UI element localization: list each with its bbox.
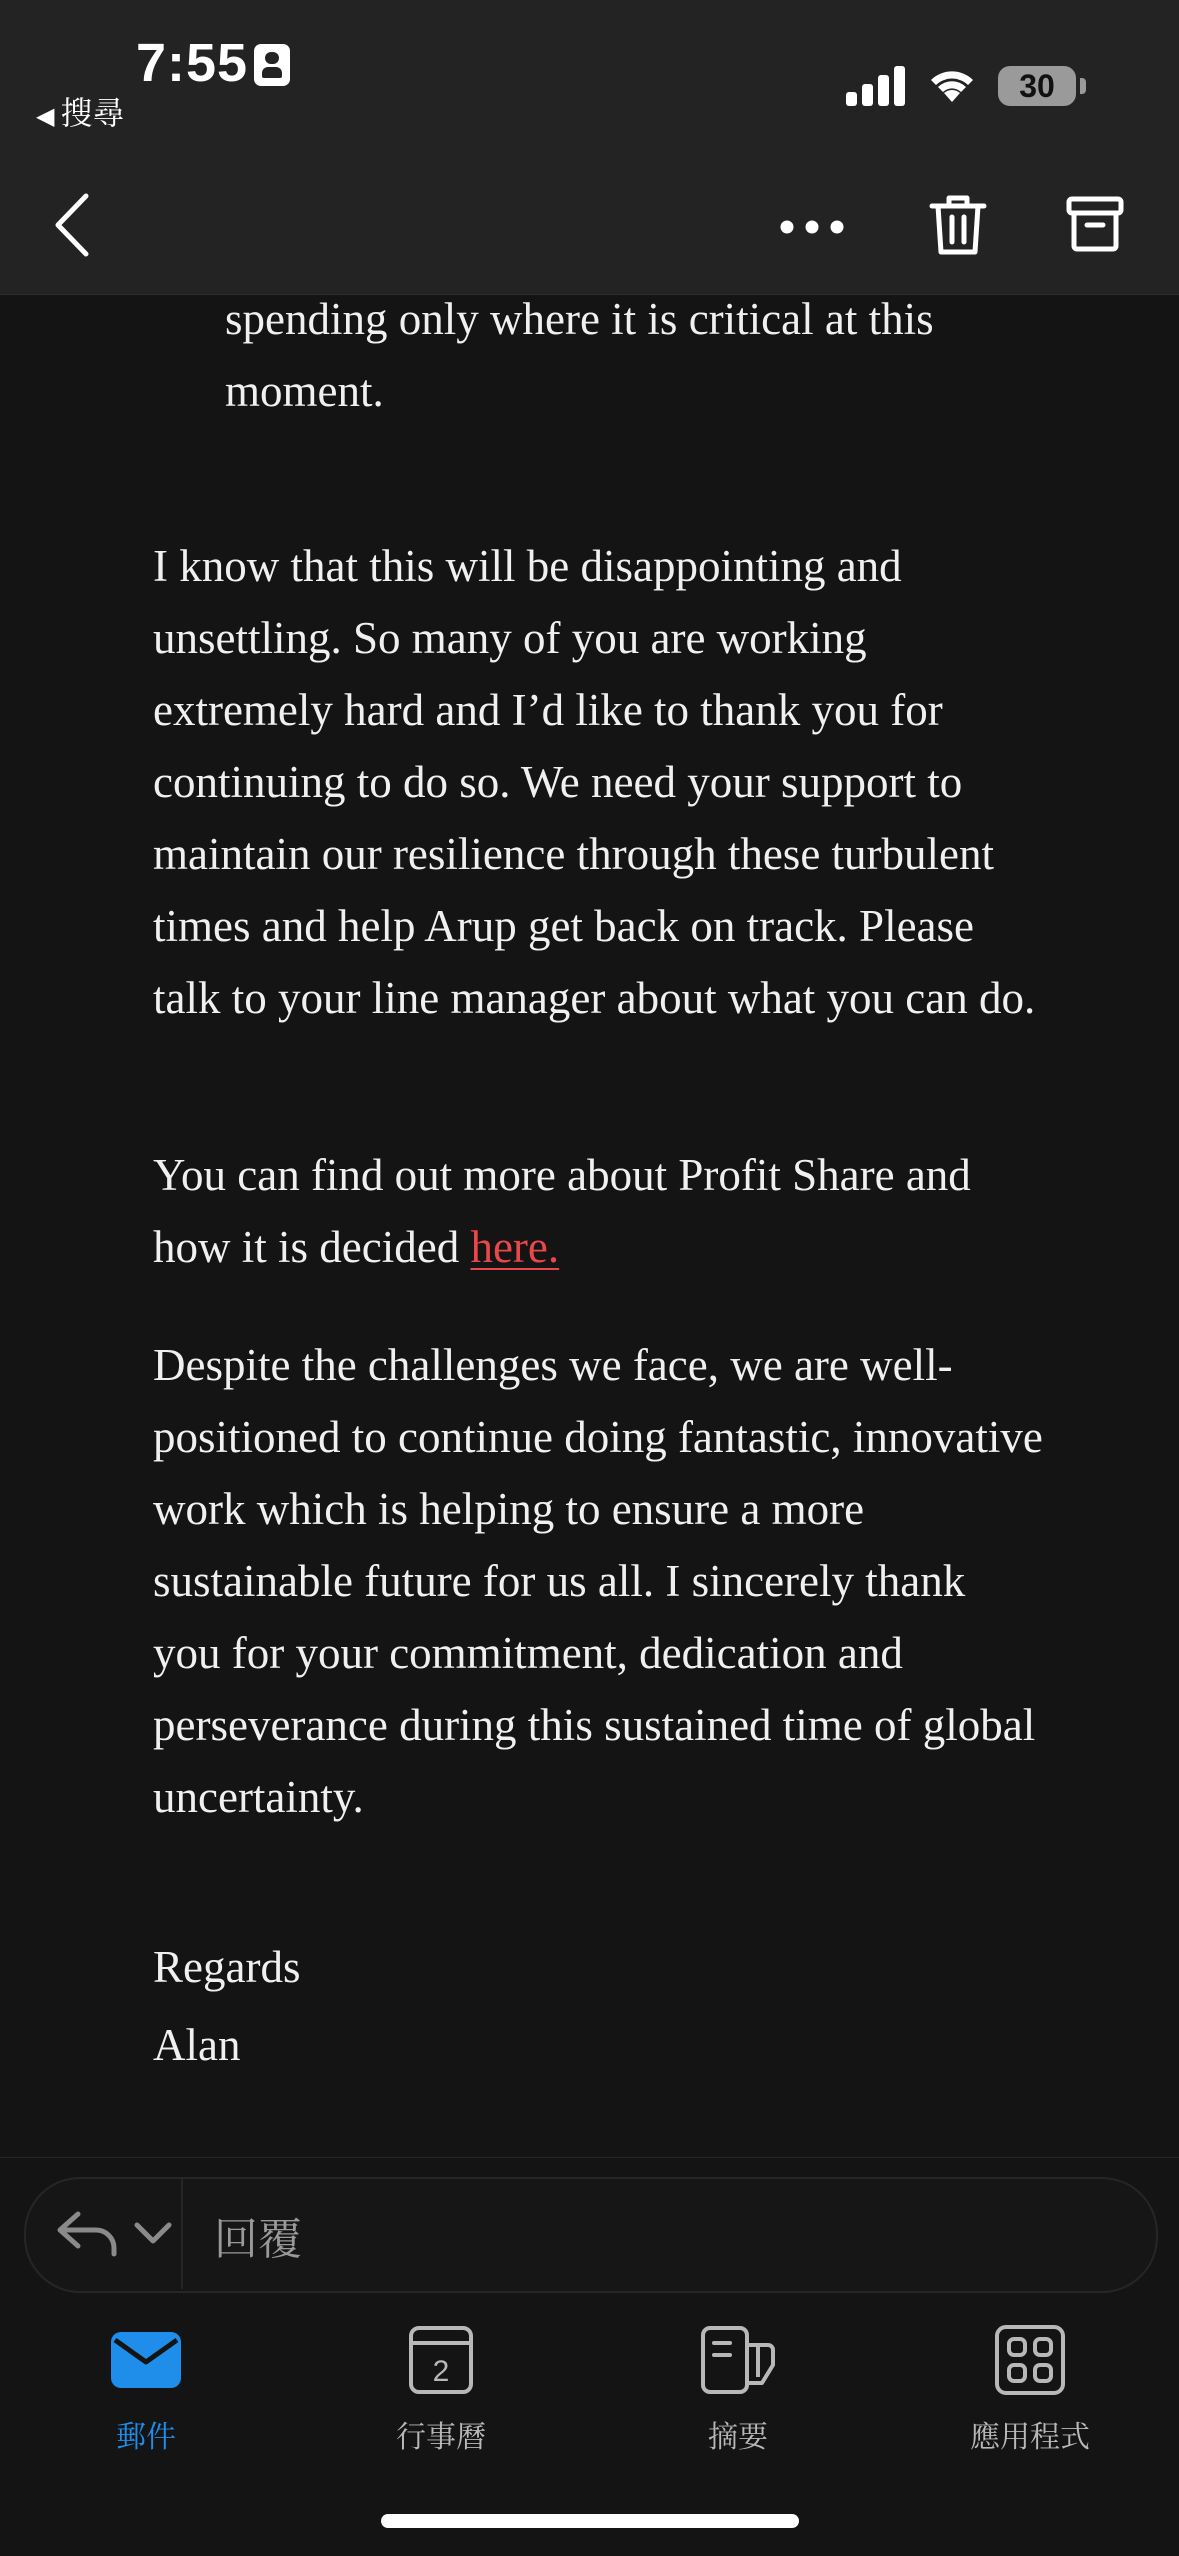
delete-button[interactable] bbox=[928, 192, 988, 258]
cellular-signal-icon bbox=[846, 64, 906, 106]
wifi-icon bbox=[926, 60, 978, 104]
reply-icon[interactable] bbox=[56, 2208, 118, 2258]
tab-calendar-label: 行事曆 bbox=[396, 2421, 486, 2454]
email-paragraph-3: Despite the challenges we face, we are well-positioned to continue doing fantastic, innovative work which is helping to ensure a more sustainable future for us all. I sincerely thank you for your commitment, dedication and perseverance during this sustained time of global uncertainty. bbox=[153, 1340, 1043, 1822]
reply-input[interactable]: 回覆 bbox=[214, 2215, 302, 2264]
calendar-icon bbox=[408, 2325, 474, 2395]
tab-mail-label: 郵件 bbox=[116, 2421, 176, 2454]
back-to-app-link[interactable] bbox=[36, 88, 124, 134]
summary-icon bbox=[700, 2325, 776, 2395]
email-paragraph-2 bbox=[153, 1139, 1043, 1283]
calendar-day-number: 2 bbox=[432, 2355, 450, 2388]
archive-button[interactable] bbox=[1066, 196, 1124, 252]
email-paragraph-2-text: You can find out more about Profit Share and how it is decided bbox=[153, 1150, 971, 1272]
tab-apps-label: 應用程式 bbox=[970, 2421, 1090, 2454]
tab-summary-label: 摘要 bbox=[708, 2421, 768, 2454]
reply-options-chevron-icon[interactable] bbox=[134, 2222, 172, 2244]
more-options-button[interactable] bbox=[780, 220, 844, 234]
email-body bbox=[0, 295, 1179, 2157]
back-button[interactable] bbox=[52, 192, 92, 258]
apps-icon bbox=[995, 2325, 1065, 2395]
status-time: 7:55 bbox=[136, 33, 249, 93]
battery-tip bbox=[1080, 78, 1086, 94]
top-bar bbox=[0, 0, 1179, 295]
back-triangle-icon: ◀ bbox=[36, 103, 55, 130]
profit-share-link[interactable]: here. bbox=[470, 1222, 560, 1272]
focus-contact-icon bbox=[254, 44, 290, 86]
tab-calendar[interactable] bbox=[341, 2320, 541, 2456]
email-signature: Alan bbox=[153, 2020, 241, 2070]
email-paragraph-partial: spending only where it is critical at this moment. bbox=[225, 295, 934, 416]
battery-icon: 30 bbox=[998, 66, 1076, 106]
reply-separator bbox=[181, 2179, 183, 2289]
reply-bar[interactable] bbox=[24, 2177, 1158, 2293]
email-closing: Regards bbox=[153, 1942, 301, 1992]
reply-divider-line bbox=[0, 2157, 1179, 2158]
mail-icon bbox=[111, 2332, 181, 2388]
home-indicator[interactable] bbox=[381, 2514, 799, 2528]
back-app-label: 搜尋 bbox=[60, 95, 125, 131]
tab-summary[interactable] bbox=[638, 2320, 838, 2456]
tab-apps[interactable] bbox=[930, 2320, 1130, 2456]
email-paragraph-1: I know that this will be disappointing and unsettling. So many of you are working extremely hard and I’d like to thank you for continuing to do so. We need your support to maintain our resilience through these turbulent times and help Arup get back on track. Please talk to your line manager about what you can do. bbox=[153, 541, 1036, 1023]
tab-mail[interactable] bbox=[46, 2320, 246, 2456]
